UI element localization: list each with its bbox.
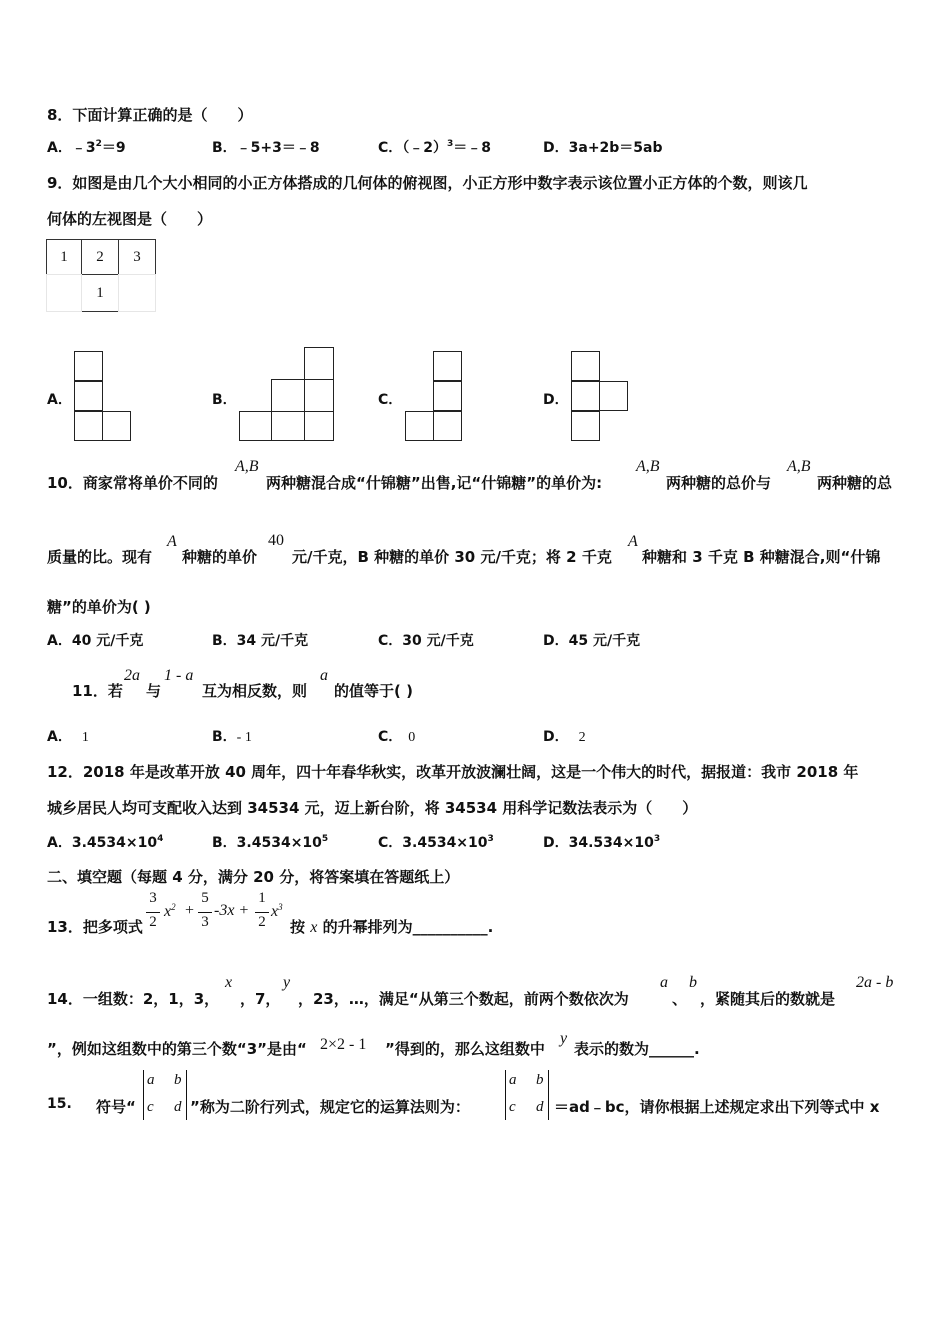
cube-square xyxy=(74,351,103,381)
q9-option-c-label: C． xyxy=(378,392,403,408)
q10-line1-a: 10．商家常将单价不同的 xyxy=(47,474,218,492)
q14-expr: 2a - b xyxy=(856,974,894,991)
q10-line1-c: 两种糖的总价与 xyxy=(666,474,772,492)
det-a: a xyxy=(509,1072,517,1088)
q10-ab-1: A,B xyxy=(235,458,259,475)
q11-c: 互为相反数，则 xyxy=(202,682,308,700)
q11-expr2: 1 - a xyxy=(164,667,194,684)
det-a: a xyxy=(147,1072,155,1088)
det-d: d xyxy=(536,1099,544,1115)
q13-x-cubed: $x^3$ xyxy=(271,902,283,920)
q14-var-a: a xyxy=(660,974,668,991)
frac2-num: 5 xyxy=(201,890,209,906)
q12-option-c: C．$3.4534\times 10^3$ xyxy=(378,834,494,851)
q8-option-c: C．（﹣2）$^3$＝﹣8 xyxy=(378,139,492,156)
frac3-num: 1 xyxy=(258,890,266,906)
q13-a: 13．把多项式 xyxy=(47,918,143,936)
q8-option-a: A．$﹣3^2=9$ xyxy=(47,139,126,156)
q14-a: 14．一组数：2，1，3， xyxy=(47,990,220,1008)
q8-option-d: D．3a+2b＝5ab xyxy=(543,140,663,156)
q11-d: 的值等于( ) xyxy=(334,682,413,700)
cube-square xyxy=(74,381,103,411)
q10-ab-3: A,B xyxy=(787,458,811,475)
cube-square xyxy=(571,381,600,411)
det-bar-left xyxy=(505,1070,506,1120)
det-b: b xyxy=(536,1072,544,1088)
cube-square xyxy=(599,381,628,411)
q15-a: 符号“ xyxy=(96,1098,136,1116)
q9-option-a-label: A． xyxy=(47,392,72,408)
cube-square xyxy=(304,411,334,441)
q10-line1-b: 两种糖混合成“什锦糖”出售,记“什锦糖”的单价为: xyxy=(266,474,603,492)
cube-square xyxy=(271,379,305,412)
det-bar-right xyxy=(186,1070,187,1120)
q12-line2: 城乡居民人均可支配收入达到 34534 元，迈上新台阶，将 34534 用科学记数法表示为（ ） xyxy=(47,799,698,817)
q15-b: ”称为二阶行列式，规定它的运算法则为： xyxy=(190,1098,470,1116)
q14-c: ，23，…，满足“从第三个数起，前两个数依次为 xyxy=(298,990,629,1008)
cube-square xyxy=(74,411,103,441)
frac3-den: 2 xyxy=(258,914,266,930)
grid-empty-cell xyxy=(46,274,82,312)
q11-option-b: B．- 1 xyxy=(212,729,252,745)
q10-var-a-1: A xyxy=(167,533,177,550)
cube-square xyxy=(304,347,334,380)
q11-a: 11．若 xyxy=(72,682,123,700)
q14-y-2: y xyxy=(560,1030,568,1047)
frac1-bar xyxy=(146,912,160,913)
cube-square xyxy=(239,411,272,441)
q14-x: x xyxy=(225,974,233,991)
q14-d: ，紧随其后的数就是 xyxy=(700,990,836,1008)
q12-option-a: A．$3.4534\times 10^4$ xyxy=(47,834,164,851)
q15-number: 15. xyxy=(47,1096,72,1112)
cube-square xyxy=(271,411,305,441)
frac1-num: 3 xyxy=(149,890,157,906)
q11-expr1: 2a xyxy=(124,667,140,684)
cube-square xyxy=(571,411,600,441)
q8-option-b: B．﹣5+3＝﹣8 xyxy=(212,140,320,156)
q13-x-squared: $x^2$ xyxy=(164,902,176,920)
q14-var-b: b xyxy=(689,974,697,991)
q8-stem: 8．下面计算正确的是（ ） xyxy=(47,106,253,124)
cube-square xyxy=(571,351,600,381)
q10-ab-2: A,B xyxy=(636,458,660,475)
grid-cell: 3 xyxy=(118,239,156,275)
cube-square xyxy=(102,411,131,441)
q14-calc: 2×2 - 1 xyxy=(320,1036,367,1053)
q9-stem-line2: 何体的左视图是（ ） xyxy=(47,210,213,228)
det-b: b xyxy=(174,1072,182,1088)
cube-square xyxy=(433,411,462,441)
q11-option-a: A． 1 xyxy=(47,729,89,745)
grid-cell: 1 xyxy=(81,274,119,312)
q12-line1: 12．2018 年是改革开放 40 周年，四十年春华秋实，改革开放波澜壮阔，这是一个伟大的时代，据报道：我市 2018 年 xyxy=(47,763,859,781)
q10-line2-c: 元/千克，B 种糖的单价 30 元/千克；将 2 千克 xyxy=(292,548,612,566)
q12-option-b: B．$3.4534\times 10^5$ xyxy=(212,834,329,851)
q10-line2-b: 种糖的单价 xyxy=(182,548,258,566)
q10-var-a-2: A xyxy=(628,533,638,550)
q10-line1-d: 两种糖的总 xyxy=(817,474,893,492)
q14-b: ，7， xyxy=(240,990,281,1008)
q10-option-d: D．45 元/千克 xyxy=(543,633,641,649)
q10-line2-a: 质量的比。现有 xyxy=(47,548,153,566)
q9-option-d-label: D． xyxy=(543,392,569,408)
q11-var: a xyxy=(320,667,328,684)
det-bar-right xyxy=(548,1070,549,1120)
q13-mid: -3x + xyxy=(214,902,250,919)
grid-cell: 2 xyxy=(81,239,119,275)
cube-square xyxy=(433,381,462,411)
frac1-den: 2 xyxy=(149,914,157,930)
q10-price: 40 xyxy=(268,532,284,549)
det-c: c xyxy=(147,1099,154,1115)
q13-b: 按 x 的升幂排列为__________. xyxy=(290,918,494,936)
q10-line2-d: 种糖和 3 千克 B 种糖混合,则“什锦 xyxy=(642,548,881,566)
grid-cell: 1 xyxy=(46,239,82,275)
cube-square xyxy=(304,379,334,412)
q10-option-c: C．30 元/千克 xyxy=(378,633,474,649)
q10-option-a: A．40 元/千克 xyxy=(47,633,144,649)
q10-option-b: B．34 元/千克 xyxy=(212,633,309,649)
q11-option-c: C． 0 xyxy=(378,729,416,745)
q15-c: ＝ad﹣bc，请你根据上述规定求出下列等式中 x xyxy=(554,1098,880,1116)
frac2-den: 3 xyxy=(201,914,209,930)
q13-plus: + xyxy=(185,902,195,919)
q9-option-b-label: B． xyxy=(212,392,237,408)
cube-square xyxy=(433,351,462,381)
q10-line3: 糖”的单价为( ) xyxy=(47,598,151,616)
frac3-bar xyxy=(255,912,269,913)
q11-option-d: D． 2 xyxy=(543,729,586,745)
q11-b: 与 xyxy=(146,682,162,700)
frac2-bar xyxy=(198,912,212,913)
q14-sep: 、 xyxy=(672,990,688,1008)
det-c: c xyxy=(509,1099,516,1115)
q14-line2-c: 表示的数为______. xyxy=(574,1040,700,1058)
section-2-heading: 二、填空题（每题 4 分，满分 20 分，将答案填在答题纸上） xyxy=(47,868,460,886)
q9-stem-line1: 9．如图是由几个大小相同的小正方体搭成的几何体的俯视图，小正方形中数字表示该位置小正方体的个数，则该几 xyxy=(47,174,808,192)
q14-y: y xyxy=(283,974,291,991)
q14-line2-a: ”，例如这组数中的第三个数“3”是由“ xyxy=(47,1040,307,1058)
q14-line2-b: ”得到的，那么这组数中 xyxy=(385,1040,545,1058)
det-bar-left xyxy=(143,1070,144,1120)
cube-square xyxy=(405,411,434,441)
det-d: d xyxy=(174,1099,182,1115)
q12-option-d: D．$34.534\times 10^3$ xyxy=(543,834,661,851)
grid-empty-cell xyxy=(118,274,156,312)
